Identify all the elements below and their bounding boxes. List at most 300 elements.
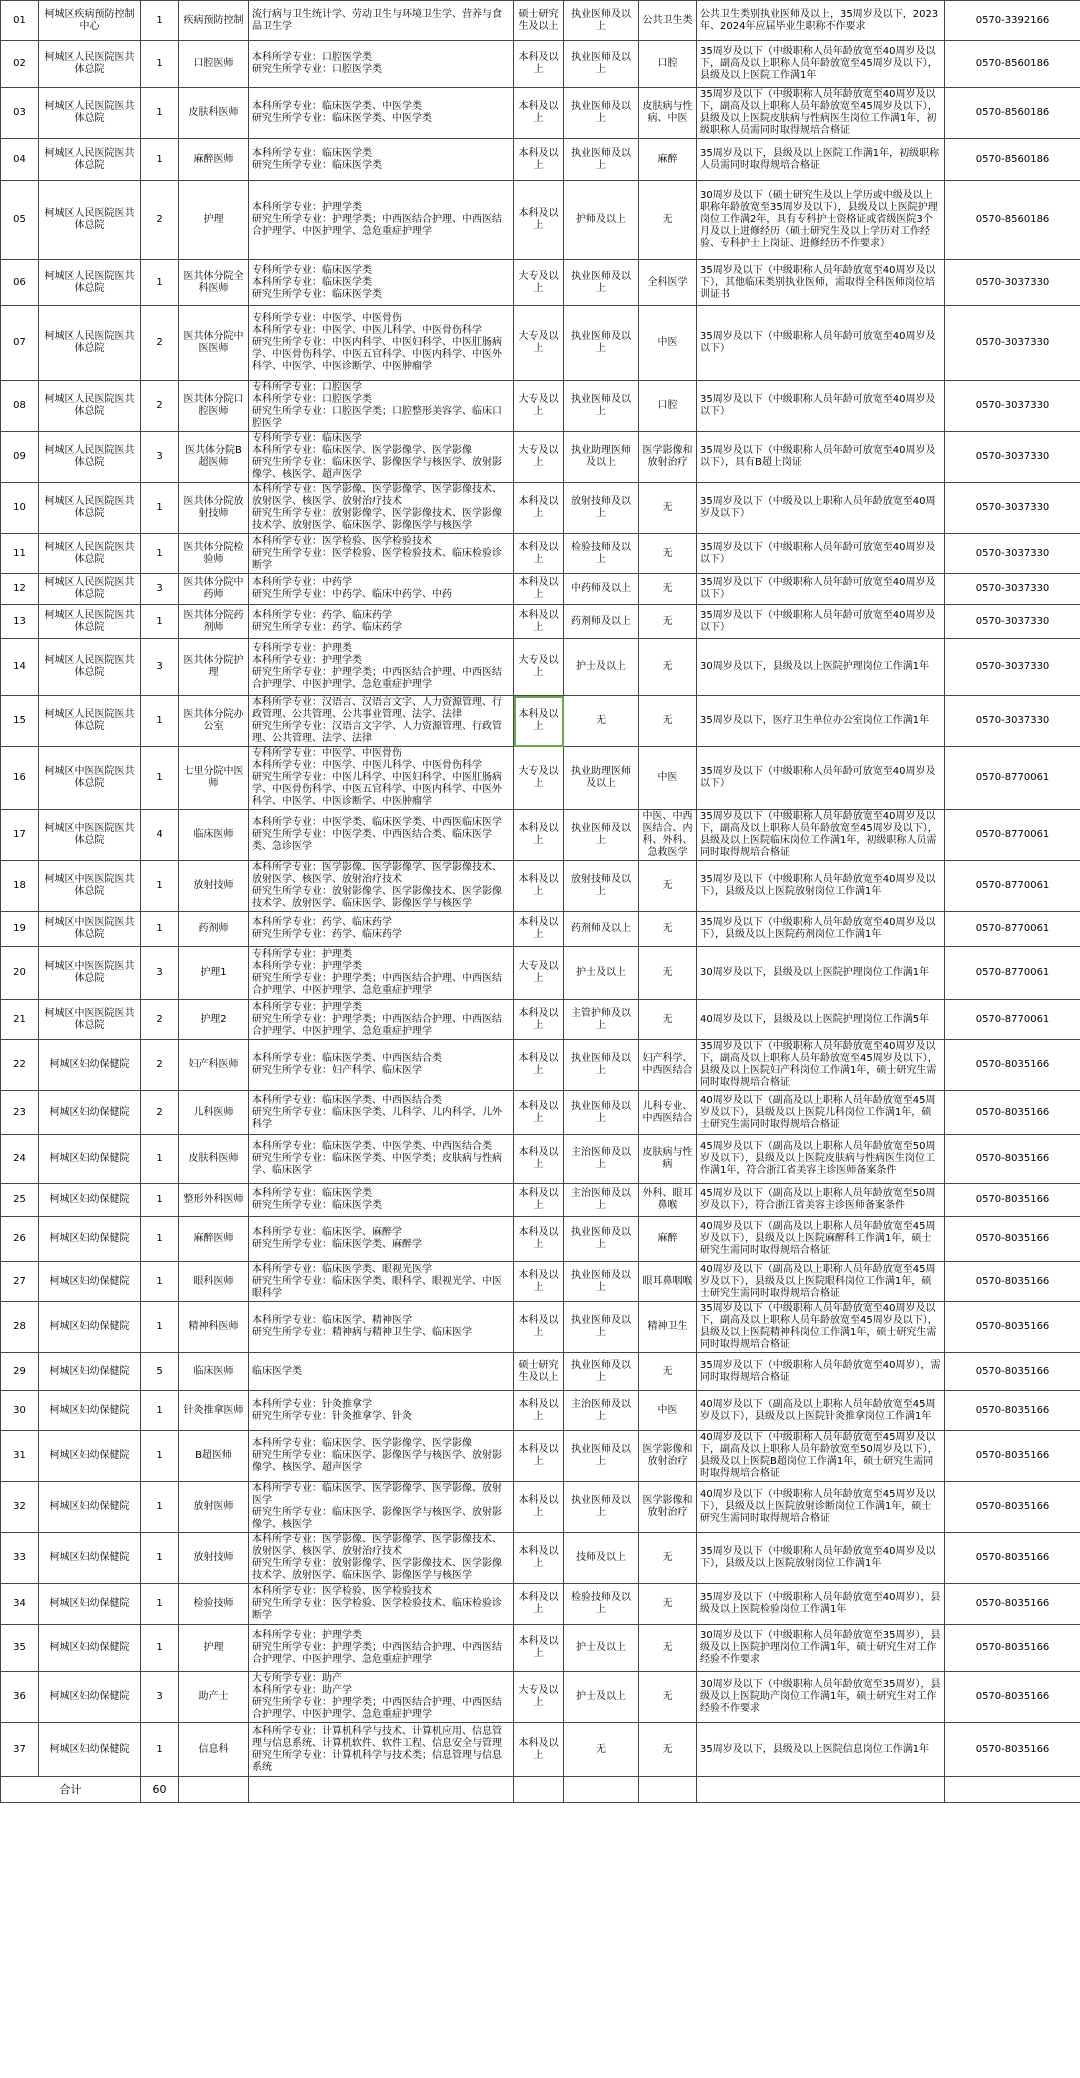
other-requirements: 40周岁及以下（副高及以上职称人员年龄放宽至45周岁及以下），县级及以上医院麻醉科工作满1年，硕士研究生需同时取得规培合格证 bbox=[697, 1217, 945, 1262]
contact-phone: 0570-8770061 bbox=[945, 861, 1080, 912]
major-requirement: 本科所学专业：临床医学类、中西医结合类 研究生所学专业：妇产科学、临床医学 bbox=[249, 1040, 514, 1091]
qualification: 主治医师及以上 bbox=[564, 1391, 639, 1431]
practice-scope: 公共卫生类 bbox=[639, 1, 697, 41]
practice-scope: 无 bbox=[639, 605, 697, 639]
practice-scope: 无 bbox=[639, 1723, 697, 1777]
row-number: 26 bbox=[1, 1217, 39, 1262]
qualification: 执业医师及以上 bbox=[564, 1262, 639, 1302]
hire-count: 4 bbox=[141, 810, 179, 861]
table-row bbox=[1, 381, 1080, 432]
post-name: 检验技师 bbox=[179, 1584, 249, 1625]
education: 本科及以上 bbox=[514, 88, 564, 139]
total-row bbox=[1, 1777, 1080, 1803]
unit-name: 柯城区中医医院医共体总院 bbox=[39, 947, 141, 1000]
contact-phone: 0570-3037330 bbox=[945, 260, 1080, 306]
post-name: 七里分院中医师 bbox=[179, 747, 249, 810]
row-number: 19 bbox=[1, 912, 39, 947]
contact-phone: 0570-3037330 bbox=[945, 639, 1080, 696]
contact-phone: 0570-8560186 bbox=[945, 88, 1080, 139]
unit-name: 柯城区妇幼保健院 bbox=[39, 1723, 141, 1777]
table-row bbox=[1, 639, 1080, 696]
post-name: 护理 bbox=[179, 1625, 249, 1672]
qualification: 技师及以上 bbox=[564, 1533, 639, 1584]
contact-phone: 0570-8035166 bbox=[945, 1353, 1080, 1391]
hire-count: 1 bbox=[141, 1533, 179, 1584]
other-requirements: 40周岁及以下（中级职称人员年龄放宽至45周岁及以下，副高及以上职称人员年龄放宽至50周岁及以下），县级及以上医院B超岗位工作满1年，硕士研究生需同时取得规培合格证 bbox=[697, 1431, 945, 1482]
education: 本科及以上 bbox=[514, 1391, 564, 1431]
other-requirements: 35周岁及以下（中级职称人员年龄放宽至40周岁及以下），县级及以上医院放射岗位工作满1年 bbox=[697, 1533, 945, 1584]
qualification: 执业医师及以上 bbox=[564, 306, 639, 381]
row-number: 06 bbox=[1, 260, 39, 306]
practice-scope: 妇产科学、中西医结合 bbox=[639, 1040, 697, 1091]
major-requirement: 本科所学专业：医学检验、医学检验技术 研究生所学专业：医学检验、医学检验技术、临床检验诊断学 bbox=[249, 534, 514, 574]
contact-phone: 0570-3037330 bbox=[945, 605, 1080, 639]
practice-scope: 无 bbox=[639, 181, 697, 260]
contact-phone: 0570-8035166 bbox=[945, 1625, 1080, 1672]
row-number: 07 bbox=[1, 306, 39, 381]
empty-cell bbox=[249, 1777, 514, 1803]
other-requirements: 35周岁及以下（中级职称人员年龄可放宽至40周岁及以下） bbox=[697, 605, 945, 639]
major-requirement: 专科所学专业：临床医学 本科所学专业：临床医学、医学影像学、医学影像 研究生所学专业：临床医学、影像医学与核医学、放射影像学、核医学、超声医学 bbox=[249, 432, 514, 483]
major-requirement: 专科所学专业：临床医学类 本科所学专业：临床医学类 研究生所学专业：临床医学类 bbox=[249, 260, 514, 306]
practice-scope: 眼耳鼻咽喉 bbox=[639, 1262, 697, 1302]
other-requirements: 35周岁及以下，县级及以上医院工作满1年，初级职称人员需同时取得规培合格证 bbox=[697, 139, 945, 181]
education: 本科及以上 bbox=[514, 483, 564, 534]
practice-scope: 麻醉 bbox=[639, 1217, 697, 1262]
hire-count: 1 bbox=[141, 1431, 179, 1482]
practice-scope: 儿科专业、中西医结合 bbox=[639, 1091, 697, 1135]
major-requirement: 本科所学专业：汉语言、汉语言文字、人力资源管理、行政管理、公共管理、公共事业管理、法学、法律 研究生所学专业：汉语言文字学、人力资源管理、行政管理、公共管理、法学、法律 bbox=[249, 696, 514, 747]
other-requirements: 35周岁及以下（中级职称人员年龄放宽至40周岁及以下，副高及以上职称人员年龄放宽至45周岁及以下），县级及以上医院皮肤病与性病医生岗位工作满1年，初级职称人员需同时取得规培合格证 bbox=[697, 88, 945, 139]
other-requirements: 40周岁及以下，县级及以上医院护理岗位工作满5年 bbox=[697, 1000, 945, 1040]
table-row bbox=[1, 1431, 1080, 1482]
empty-cell bbox=[639, 1777, 697, 1803]
table-row bbox=[1, 1184, 1080, 1217]
education: 大专及以上 bbox=[514, 432, 564, 483]
hire-count: 5 bbox=[141, 1353, 179, 1391]
unit-name: 柯城区中医医院医共体总院 bbox=[39, 810, 141, 861]
qualification: 执业医师及以上 bbox=[564, 88, 639, 139]
table-row bbox=[1, 605, 1080, 639]
practice-scope: 中医 bbox=[639, 747, 697, 810]
other-requirements: 35周岁及以下（中级职称人员年龄放宽至40周岁及以下），县级及以上医院药剂岗位工作满1年 bbox=[697, 912, 945, 947]
empty-cell bbox=[514, 1777, 564, 1803]
education: 本科及以上 bbox=[514, 1533, 564, 1584]
major-requirement: 本科所学专业：临床医学类、中医学类、中西医结合类 研究生所学专业：临床医学类、中医学类；皮肤病与性病学、临床医学 bbox=[249, 1135, 514, 1184]
education: 大专及以上 bbox=[514, 947, 564, 1000]
table-row bbox=[1, 574, 1080, 605]
other-requirements: 35周岁及以下（中级职称人员年龄放宽至40周岁及以下），其他临床类别执业医师，需取得全科医师岗位培训证书 bbox=[697, 260, 945, 306]
contact-phone: 0570-8770061 bbox=[945, 1000, 1080, 1040]
education: 本科及以上 bbox=[514, 1135, 564, 1184]
post-name: 精神科医师 bbox=[179, 1302, 249, 1353]
other-requirements: 35周岁及以下（中级职称人员年龄可放宽至40周岁及以下） bbox=[697, 747, 945, 810]
post-name: 临床医师 bbox=[179, 810, 249, 861]
hire-count: 3 bbox=[141, 947, 179, 1000]
unit-name: 柯城区妇幼保健院 bbox=[39, 1431, 141, 1482]
post-name: 儿科医师 bbox=[179, 1091, 249, 1135]
unit-name: 柯城区人民医院医共体总院 bbox=[39, 574, 141, 605]
other-requirements: 30周岁及以下（中级职称人员年龄放宽至35周岁），县级及以上医院护理岗位工作满1年，硕士研究生对工作经验不作要求 bbox=[697, 1625, 945, 1672]
row-number: 33 bbox=[1, 1533, 39, 1584]
post-name: 医共体分院药剂师 bbox=[179, 605, 249, 639]
education: 本科及以上 bbox=[514, 1040, 564, 1091]
hire-count: 1 bbox=[141, 1723, 179, 1777]
table-row bbox=[1, 861, 1080, 912]
unit-name: 柯城区人民医院医共体总院 bbox=[39, 41, 141, 88]
practice-scope: 无 bbox=[639, 947, 697, 1000]
major-requirement: 本科所学专业：中医学类、临床医学类、中西医临床医学 研究生所学专业：中医学类、中西医结合类、临床医学类、急诊医学 bbox=[249, 810, 514, 861]
table-row bbox=[1, 41, 1080, 88]
hire-count: 1 bbox=[141, 1584, 179, 1625]
education: 大专及以上 bbox=[514, 639, 564, 696]
empty-cell bbox=[179, 1777, 249, 1803]
row-number: 09 bbox=[1, 432, 39, 483]
hire-count: 1 bbox=[141, 1, 179, 41]
qualification: 执业医师及以上 bbox=[564, 1217, 639, 1262]
post-name: 医共体分院放射技师 bbox=[179, 483, 249, 534]
contact-phone: 0570-3037330 bbox=[945, 381, 1080, 432]
unit-name: 柯城区疾病预防控制中心 bbox=[39, 1, 141, 41]
qualification: 放射技师及以上 bbox=[564, 483, 639, 534]
row-number: 10 bbox=[1, 483, 39, 534]
major-requirement: 临床医学类 bbox=[249, 1353, 514, 1391]
contact-phone: 0570-8035166 bbox=[945, 1533, 1080, 1584]
unit-name: 柯城区人民医院医共体总院 bbox=[39, 139, 141, 181]
contact-phone: 0570-8035166 bbox=[945, 1040, 1080, 1091]
table-body bbox=[1, 1, 1080, 1803]
table-row bbox=[1, 181, 1080, 260]
post-name: 药剂师 bbox=[179, 912, 249, 947]
practice-scope: 口腔 bbox=[639, 41, 697, 88]
table-row bbox=[1, 1625, 1080, 1672]
hire-count: 2 bbox=[141, 181, 179, 260]
table-row bbox=[1, 139, 1080, 181]
contact-phone: 0570-8035166 bbox=[945, 1431, 1080, 1482]
table-row bbox=[1, 1040, 1080, 1091]
practice-scope: 无 bbox=[639, 639, 697, 696]
unit-name: 柯城区中医医院医共体总院 bbox=[39, 861, 141, 912]
practice-scope: 无 bbox=[639, 483, 697, 534]
education: 本科及以上 bbox=[514, 1302, 564, 1353]
other-requirements: 35周岁及以下（中级职称人员年龄可放宽至40周岁及以下） bbox=[697, 381, 945, 432]
practice-scope: 口腔 bbox=[639, 381, 697, 432]
unit-name: 柯城区人民医院医共体总院 bbox=[39, 181, 141, 260]
other-requirements: 40周岁及以下（中级职称人员年龄放宽至45周岁及以下），县级及以上医院放射诊断岗位工作满1年，硕士研究生需同时取得规培合格证 bbox=[697, 1482, 945, 1533]
row-number: 29 bbox=[1, 1353, 39, 1391]
contact-phone: 0570-8035166 bbox=[945, 1302, 1080, 1353]
post-name: B超医师 bbox=[179, 1431, 249, 1482]
major-requirement: 本科所学专业：临床医学类、中医学类 研究生所学专业：临床医学类、中医学类 bbox=[249, 88, 514, 139]
unit-name: 柯城区妇幼保健院 bbox=[39, 1262, 141, 1302]
contact-phone: 0570-3037330 bbox=[945, 432, 1080, 483]
contact-phone: 0570-8035166 bbox=[945, 1217, 1080, 1262]
row-number: 14 bbox=[1, 639, 39, 696]
hire-count: 1 bbox=[141, 88, 179, 139]
education: 本科及以上 bbox=[514, 1217, 564, 1262]
qualification: 护士及以上 bbox=[564, 1672, 639, 1723]
qualification: 执业医师及以上 bbox=[564, 1431, 639, 1482]
hire-count: 1 bbox=[141, 1217, 179, 1262]
major-requirement: 本科所学专业：药学、临床药学 研究生所学专业：药学、临床药学 bbox=[249, 605, 514, 639]
post-name: 疾病预防控制 bbox=[179, 1, 249, 41]
qualification: 执业医师及以上 bbox=[564, 1, 639, 41]
row-number: 04 bbox=[1, 139, 39, 181]
other-requirements: 35周岁及以下（中级职称人员年龄放宽至40周岁及以下，副高及以上职称人员年龄放宽至45周岁及以下），县级及以上医院工作满1年 bbox=[697, 41, 945, 88]
education: 本科及以上 bbox=[514, 1723, 564, 1777]
hire-count: 3 bbox=[141, 639, 179, 696]
education: 本科及以上 bbox=[514, 1262, 564, 1302]
practice-scope: 中医 bbox=[639, 306, 697, 381]
hire-count: 1 bbox=[141, 1482, 179, 1533]
hire-count: 3 bbox=[141, 1672, 179, 1723]
other-requirements: 35周岁及以下（中级职称人员年龄放宽至40周岁及以下，副高及以上职称人员年龄放宽至45周岁及以下），县级及以上医院临床岗位工作满1年，初级职称人员需同时取得规培合格证 bbox=[697, 810, 945, 861]
qualification: 执业医师及以上 bbox=[564, 1353, 639, 1391]
row-number: 16 bbox=[1, 747, 39, 810]
table-row bbox=[1, 1302, 1080, 1353]
post-name: 麻醉医师 bbox=[179, 1217, 249, 1262]
major-requirement: 本科所学专业：口腔医学类 研究生所学专业：口腔医学类 bbox=[249, 41, 514, 88]
row-number: 20 bbox=[1, 947, 39, 1000]
other-requirements: 35周岁及以下，县级及以上医院信息岗位工作满1年 bbox=[697, 1723, 945, 1777]
post-name: 医共体分院检验师 bbox=[179, 534, 249, 574]
qualification: 主治医师及以上 bbox=[564, 1184, 639, 1217]
education: 本科及以上 bbox=[514, 810, 564, 861]
education: 本科及以上 bbox=[514, 1482, 564, 1533]
education: 本科及以上 bbox=[514, 1431, 564, 1482]
hire-count: 1 bbox=[141, 1184, 179, 1217]
other-requirements: 40周岁及以下（副高及以上职称人员年龄放宽至45周岁及以下），县级及以上医院眼科岗位工作满1年，硕士研究生需同时取得规培合格证 bbox=[697, 1262, 945, 1302]
contact-phone: 0570-8035166 bbox=[945, 1391, 1080, 1431]
unit-name: 柯城区中医医院医共体总院 bbox=[39, 747, 141, 810]
major-requirement: 本科所学专业：针灸推拿学 研究生所学专业：针灸推拿学、针灸 bbox=[249, 1391, 514, 1431]
unit-name: 柯城区妇幼保健院 bbox=[39, 1040, 141, 1091]
education: 本科及以上 bbox=[514, 912, 564, 947]
other-requirements: 35周岁及以下（中级及以上职称人员年龄放宽至40周岁及以下） bbox=[697, 483, 945, 534]
unit-name: 柯城区人民医院医共体总院 bbox=[39, 605, 141, 639]
contact-phone: 0570-8035166 bbox=[945, 1135, 1080, 1184]
hire-count: 1 bbox=[141, 912, 179, 947]
row-number: 32 bbox=[1, 1482, 39, 1533]
education: 大专及以上 bbox=[514, 1672, 564, 1723]
practice-scope: 医学影像和放射治疗 bbox=[639, 432, 697, 483]
hire-count: 1 bbox=[141, 1625, 179, 1672]
table-row bbox=[1, 260, 1080, 306]
hire-count: 2 bbox=[141, 306, 179, 381]
other-requirements: 35周岁及以下（中级职称人员年龄可放宽至40周岁及以下） bbox=[697, 574, 945, 605]
major-requirement: 本科所学专业：临床医学类、眼视光医学 研究生所学专业：临床医学类、眼科学、眼视光学、中医眼科学 bbox=[249, 1262, 514, 1302]
practice-scope: 无 bbox=[639, 1353, 697, 1391]
education: 本科及以上 bbox=[514, 181, 564, 260]
contact-phone: 0570-8560186 bbox=[945, 41, 1080, 88]
post-name: 放射技师 bbox=[179, 861, 249, 912]
post-name: 皮肤科医师 bbox=[179, 88, 249, 139]
table-row bbox=[1, 747, 1080, 810]
contact-phone: 0570-8035166 bbox=[945, 1672, 1080, 1723]
major-requirement: 本科所学专业：中药学 研究生所学专业：中药学、临床中药学、中药 bbox=[249, 574, 514, 605]
post-name: 医共体分院B超医师 bbox=[179, 432, 249, 483]
education: 本科及以上 bbox=[514, 139, 564, 181]
table-row bbox=[1, 1353, 1080, 1391]
qualification: 执业医师及以上 bbox=[564, 810, 639, 861]
qualification: 执业医师及以上 bbox=[564, 260, 639, 306]
practice-scope: 皮肤病与性病 bbox=[639, 1135, 697, 1184]
education: 本科及以上 bbox=[514, 41, 564, 88]
row-number: 02 bbox=[1, 41, 39, 88]
practice-scope: 无 bbox=[639, 1533, 697, 1584]
post-name: 皮肤科医师 bbox=[179, 1135, 249, 1184]
major-requirement: 本科所学专业：临床医学类、中西医结合类 研究生所学专业：临床医学类、儿科学、儿内科学、儿外科学 bbox=[249, 1091, 514, 1135]
other-requirements: 40周岁及以下（副高及以上职称人员年龄放宽至45周岁及以下），县级及以上医院儿科岗位工作满1年，硕士研究生需同时取得规培合格证 bbox=[697, 1091, 945, 1135]
post-name: 医共体分院中药师 bbox=[179, 574, 249, 605]
major-requirement: 本科所学专业：医学影像、医学影像学、医学影像技术、放射医学、核医学、放射治疗技术 研究生所学专业：放射影像学、医学影像技术、医学影像技术学、放射医学、临床医学、影像医学与核医学 bbox=[249, 861, 514, 912]
qualification: 执业助理医师及以上 bbox=[564, 432, 639, 483]
other-requirements: 35周岁及以下（中级职称人员年龄放宽至40周岁），县级及以上医院检验岗位工作满1年 bbox=[697, 1584, 945, 1625]
qualification: 放射技师及以上 bbox=[564, 861, 639, 912]
table-row bbox=[1, 432, 1080, 483]
major-requirement: 本科所学专业：医学影像、医学影像学、医学影像技术、放射医学、核医学、放射治疗技术 研究生所学专业：放射影像学、医学影像技术、医学影像技术学、放射医学、临床医学、影像医学与核医学 bbox=[249, 483, 514, 534]
unit-name: 柯城区妇幼保健院 bbox=[39, 1217, 141, 1262]
row-number: 08 bbox=[1, 381, 39, 432]
other-requirements: 40周岁及以下（副高及以上职称人员年龄放宽至45周岁及以下），县级及以上医院针灸推拿岗位工作满1年 bbox=[697, 1391, 945, 1431]
major-requirement: 本科所学专业：临床医学类 研究生所学专业：临床医学类 bbox=[249, 139, 514, 181]
practice-scope: 麻醉 bbox=[639, 139, 697, 181]
major-requirement: 本科所学专业：临床医学、医学影像学、医学影像、放射医学 研究生所学专业：临床医学、影像医学与核医学、放射影像学、核医学 bbox=[249, 1482, 514, 1533]
table-row bbox=[1, 1584, 1080, 1625]
unit-name: 柯城区人民医院医共体总院 bbox=[39, 534, 141, 574]
hire-count: 2 bbox=[141, 381, 179, 432]
education: 本科及以上 bbox=[514, 1000, 564, 1040]
unit-name: 柯城区妇幼保健院 bbox=[39, 1135, 141, 1184]
post-name: 医共体分院口腔医师 bbox=[179, 381, 249, 432]
row-number: 25 bbox=[1, 1184, 39, 1217]
major-requirement: 专科所学专业：口腔医学 本科所学专业：口腔医学类 研究生所学专业：口腔医学类；口腔整形美容学、临床口腔医学 bbox=[249, 381, 514, 432]
empty-cell bbox=[564, 1777, 639, 1803]
post-name: 助产士 bbox=[179, 1672, 249, 1723]
practice-scope: 医学影像和放射治疗 bbox=[639, 1431, 697, 1482]
education: 本科及以上 bbox=[514, 1184, 564, 1217]
contact-phone: 0570-8035166 bbox=[945, 1262, 1080, 1302]
contact-phone: 0570-8770061 bbox=[945, 947, 1080, 1000]
unit-name: 柯城区人民医院医共体总院 bbox=[39, 483, 141, 534]
qualification: 护士及以上 bbox=[564, 1625, 639, 1672]
practice-scope: 皮肤病与性病、中医 bbox=[639, 88, 697, 139]
practice-scope: 无 bbox=[639, 861, 697, 912]
practice-scope: 无 bbox=[639, 1000, 697, 1040]
unit-name: 柯城区妇幼保健院 bbox=[39, 1184, 141, 1217]
contact-phone: 0570-3037330 bbox=[945, 534, 1080, 574]
unit-name: 柯城区妇幼保健院 bbox=[39, 1391, 141, 1431]
major-requirement: 本科所学专业：计算机科学与技术、计算机应用、信息管理与信息系统、计算机软件、软件工程、信息安全与管理 研究生所学专业：计算机科学与技术类；信息管理与信息系统 bbox=[249, 1723, 514, 1777]
contact-phone: 0570-8035166 bbox=[945, 1723, 1080, 1777]
post-name: 针灸推拿医师 bbox=[179, 1391, 249, 1431]
major-requirement: 专科所学专业：护理类 本科所学专业：护理学类 研究生所学专业：护理学类；中西医结合护理、中西医结合护理学、中医护理学、急危重症护理学 bbox=[249, 947, 514, 1000]
post-name: 放射技师 bbox=[179, 1533, 249, 1584]
post-name: 眼科医师 bbox=[179, 1262, 249, 1302]
practice-scope: 无 bbox=[639, 1625, 697, 1672]
practice-scope: 外科、眼耳鼻喉 bbox=[639, 1184, 697, 1217]
table-row bbox=[1, 1, 1080, 41]
education: 大专及以上 bbox=[514, 260, 564, 306]
unit-name: 柯城区人民医院医共体总院 bbox=[39, 381, 141, 432]
table-row bbox=[1, 696, 1080, 747]
post-name: 护理2 bbox=[179, 1000, 249, 1040]
post-name: 医共体分院办公室 bbox=[179, 696, 249, 747]
total-label: 合计 bbox=[1, 1777, 141, 1803]
table-row bbox=[1, 1262, 1080, 1302]
hire-count: 1 bbox=[141, 1302, 179, 1353]
contact-phone: 0570-8035166 bbox=[945, 1091, 1080, 1135]
practice-scope: 中医 bbox=[639, 1391, 697, 1431]
unit-name: 柯城区妇幼保健院 bbox=[39, 1584, 141, 1625]
qualification: 执业医师及以上 bbox=[564, 1040, 639, 1091]
qualification: 执业医师及以上 bbox=[564, 1302, 639, 1353]
other-requirements: 35周岁及以下，医疗卫生单位办公室岗位工作满1年 bbox=[697, 696, 945, 747]
education: 本科及以上 bbox=[514, 1625, 564, 1672]
row-number: 28 bbox=[1, 1302, 39, 1353]
qualification: 护士及以上 bbox=[564, 947, 639, 1000]
unit-name: 柯城区妇幼保健院 bbox=[39, 1482, 141, 1533]
qualification: 执业医师及以上 bbox=[564, 41, 639, 88]
practice-scope: 无 bbox=[639, 1672, 697, 1723]
unit-name: 柯城区人民医院医共体总院 bbox=[39, 88, 141, 139]
row-number: 24 bbox=[1, 1135, 39, 1184]
contact-phone: 0570-8035166 bbox=[945, 1184, 1080, 1217]
row-number: 01 bbox=[1, 1, 39, 41]
education: 硕士研究生及以上 bbox=[514, 1, 564, 41]
hire-count: 3 bbox=[141, 574, 179, 605]
other-requirements: 35周岁及以下（中级职称人员年龄放宽至40周岁及以下，副高及以上职称人员年龄放宽至45周岁及以下），县级及以上医院妇产科岗位工作满1年，硕士研究生需同时取得规培合格证 bbox=[697, 1040, 945, 1091]
major-requirement: 本科所学专业：医学影像、医学影像学、医学影像技术、放射医学、核医学、放射治疗技术 研究生所学专业：放射影像学、医学影像技术、医学影像技术学、放射医学、临床医学、影像医学与核医学 bbox=[249, 1533, 514, 1584]
row-number: 37 bbox=[1, 1723, 39, 1777]
unit-name: 柯城区妇幼保健院 bbox=[39, 1533, 141, 1584]
education: 本科及以上 bbox=[514, 1584, 564, 1625]
table-row bbox=[1, 810, 1080, 861]
hire-count: 1 bbox=[141, 861, 179, 912]
row-number: 03 bbox=[1, 88, 39, 139]
contact-phone: 0570-8035166 bbox=[945, 1584, 1080, 1625]
qualification: 无 bbox=[564, 696, 639, 747]
hire-count: 1 bbox=[141, 1135, 179, 1184]
unit-name: 柯城区妇幼保健院 bbox=[39, 1353, 141, 1391]
table-row bbox=[1, 534, 1080, 574]
table-row bbox=[1, 88, 1080, 139]
other-requirements: 35周岁及以下（中级职称人员年龄可放宽至40周岁及以下） bbox=[697, 306, 945, 381]
qualification: 执业医师及以上 bbox=[564, 1091, 639, 1135]
row-number: 21 bbox=[1, 1000, 39, 1040]
major-requirement: 本科所学专业：护理学类 研究生所学专业：护理学类；中西医结合护理、中西医结合护理学、中医护理学、急危重症护理学 bbox=[249, 1625, 514, 1672]
practice-scope: 无 bbox=[639, 696, 697, 747]
contact-phone: 0570-3037330 bbox=[945, 574, 1080, 605]
contact-phone: 0570-3037330 bbox=[945, 483, 1080, 534]
table-row bbox=[1, 1533, 1080, 1584]
row-number: 12 bbox=[1, 574, 39, 605]
row-number: 22 bbox=[1, 1040, 39, 1091]
unit-name: 柯城区人民医院医共体总院 bbox=[39, 260, 141, 306]
post-name: 信息科 bbox=[179, 1723, 249, 1777]
major-requirement: 专科所学专业：中医学、中医骨伤 本科所学专业：中医学、中医儿科学、中医骨伤科学 研究生所学专业：中医内科学、中医妇科学、中医肛肠病学、中医骨伤科学、中医五官科学、中医内科学、中医外科学、中医学、中医诊断学、中医肿瘤学 bbox=[249, 306, 514, 381]
major-requirement: 本科所学专业：临床医学、医学影像学、医学影像 研究生所学专业：临床医学、影像医学与核医学、放射影像学、核医学、超声医学 bbox=[249, 1431, 514, 1482]
table-row bbox=[1, 1217, 1080, 1262]
practice-scope: 中医、中西医结合、内科、外科、急救医学 bbox=[639, 810, 697, 861]
other-requirements: 30周岁及以下，县级及以上医院护理岗位工作满1年 bbox=[697, 947, 945, 1000]
qualification: 护士及以上 bbox=[564, 639, 639, 696]
practice-scope: 精神卫生 bbox=[639, 1302, 697, 1353]
other-requirements: 35周岁及以下（中级职称人员年龄可放宽至40周岁及以下），具有B超上岗证 bbox=[697, 432, 945, 483]
education: 本科及以上 bbox=[514, 534, 564, 574]
post-name: 口腔医师 bbox=[179, 41, 249, 88]
row-number: 36 bbox=[1, 1672, 39, 1723]
